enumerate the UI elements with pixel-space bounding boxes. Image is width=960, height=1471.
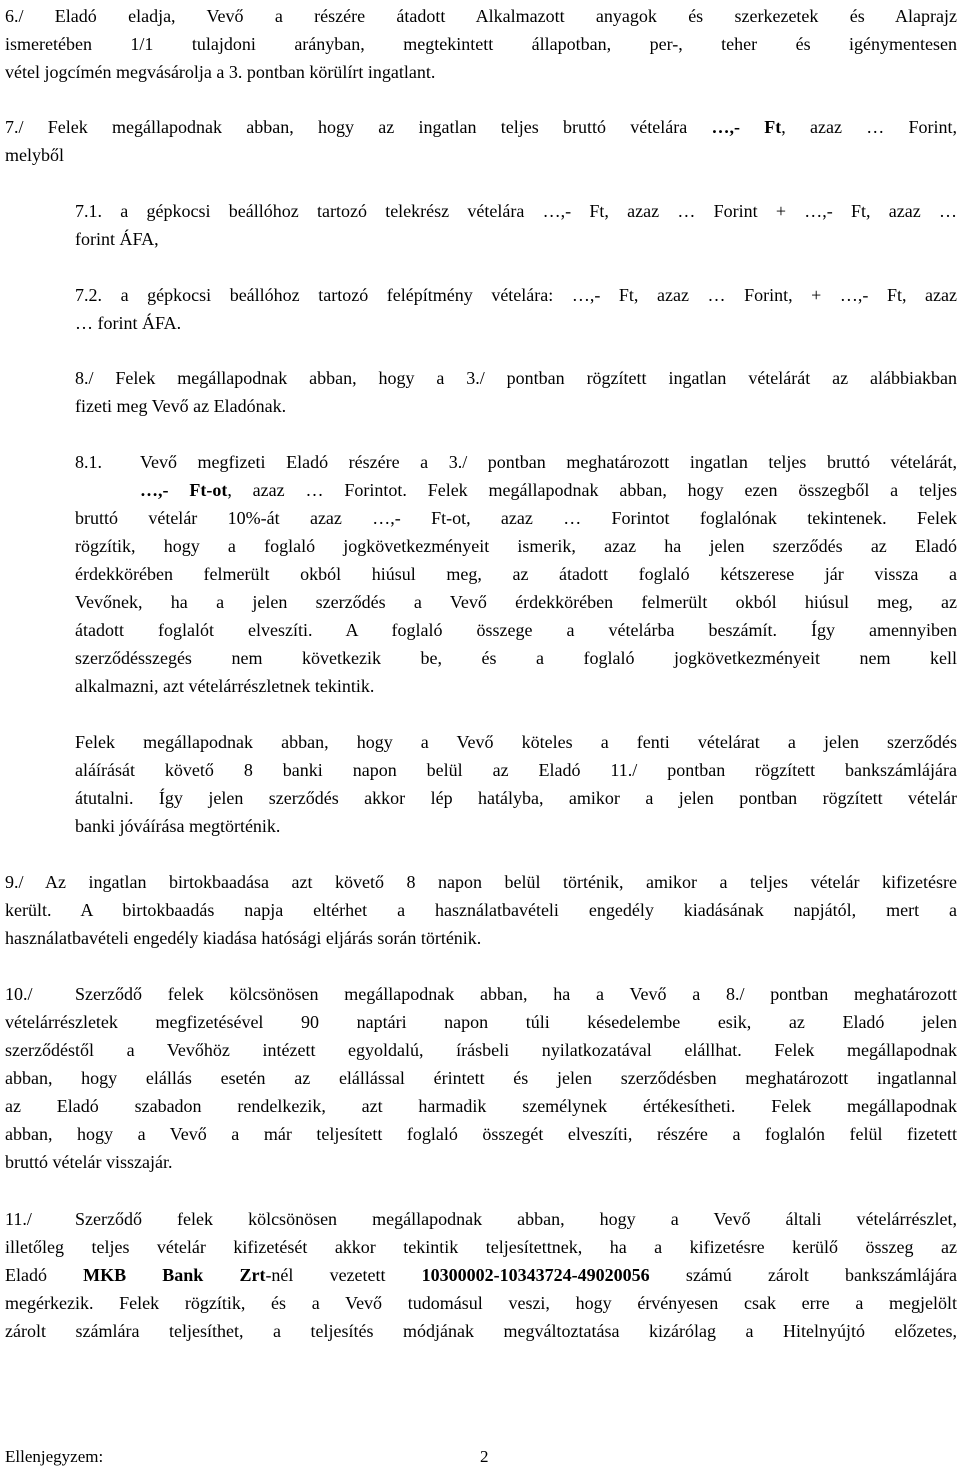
section-8-1-line-7: átadott foglalót elveszíti. A foglaló összege a vételárba beszámít. Így amennyiben bbox=[75, 620, 957, 640]
section-7-1 bbox=[75, 197, 957, 253]
section-9-line-3: használatbavételi engedély kiadása hatósági eljárás során történik. bbox=[5, 928, 482, 948]
section-11-text-b: -nél vezetett bbox=[265, 1265, 422, 1285]
section-11-text-c: számú zárolt bankszámlájára bbox=[649, 1265, 957, 1285]
section-8-2 bbox=[75, 728, 957, 840]
section-7-text-a: 7./ Felek megállapodnak abban, hogy az ingatlan teljes bruttó vételára bbox=[5, 117, 712, 137]
section-7-2-line-1: 7.2. a gépkocsi beállóhoz tartozó felépítmény vételára: …,- Ft, azaz … Forint, + …,- Ft, azaz bbox=[75, 285, 957, 305]
section-8-2-line-3: átutalni. Így jelen szerződés akkor lép hatályba, amikor a jelen pontban rögzített vételár bbox=[75, 788, 957, 808]
section-7-ellipsis: … bbox=[711, 117, 730, 137]
section-8-1 bbox=[140, 448, 957, 504]
section-6-line-3: vétel jogcímén megvásárolja a 3. pontban körülírt ingatlant. bbox=[5, 62, 436, 82]
section-8-1-line-2-text: , azaz … Forintot. Felek megállapodnak abban, hogy ezen összegből a teljes bbox=[227, 480, 957, 500]
section-10-line-2: vételárrészletek megfizetésével 90 naptári napon túli késedelembe esik, az Eladó jelen bbox=[5, 1012, 957, 1032]
section-10-first bbox=[75, 980, 957, 1008]
section-7-1-line-2: forint ÁFA, bbox=[75, 229, 159, 249]
section-8-1-line-5: érdekkörében felmerült okból hiúsul meg, az átadott foglaló kétszerese jár vissza a bbox=[75, 564, 957, 584]
section-7-2-line-2: … forint ÁFA. bbox=[75, 313, 182, 333]
section-11-first bbox=[75, 1205, 957, 1233]
section-10-line-6: abban, hogy a Vevő a már teljesített foglaló összegét elveszíti, részére a foglalón felül fizetett bbox=[5, 1124, 957, 1144]
bank-account-number: 10300002-10343724-49020056 bbox=[421, 1265, 650, 1285]
section-8-line-2: fizeti meg Vevő az Eladónak. bbox=[75, 396, 287, 416]
section-11-line-1: Szerződő felek kölcsönösen megállapodnak abban, hogy a Vevő általi vételárrészlet, bbox=[75, 1209, 957, 1229]
section-8-1-line-2 bbox=[140, 476, 957, 504]
section-6-line-2: ismeretében 1/1 tulajdoni arányban, megtekintett állapotban, per-, teher és igénymentesen bbox=[5, 34, 957, 54]
section-11-line-4: megérkezik. Felek rögzítik, és a Vevő tudomásul veszi, hogy érvényesen csak erre a megjelölt bbox=[5, 1293, 957, 1313]
section-7-text-c: , azaz … Forint, bbox=[781, 117, 957, 137]
section-11-line-2: illetőleg teljes vételár kifizetését akkor tekintik teljesítettnek, ha a kifizetésre kerülő összeg az bbox=[5, 1237, 957, 1257]
section-9-line-1: 9./ Az ingatlan birtokbaadása azt követő 8 napon belül történik, amikor a teljes vételár kifizetésre bbox=[5, 872, 957, 892]
section-11-text-a: Eladó bbox=[5, 1265, 84, 1285]
section-8-1-line-1: Vevő megfizeti Eladó részére a 3./ pontban meghatározott ingatlan teljes bruttó vételárát, bbox=[140, 452, 957, 472]
section-6 bbox=[5, 2, 957, 86]
page-number: 2 bbox=[480, 1447, 489, 1466]
section-8-1-line-6: Vevőnek, ha a jelen szerződés a Vevő érdekkörében felmerült okból hiúsul meg, az bbox=[75, 592, 957, 612]
section-7-line-1 bbox=[5, 113, 957, 141]
section-10-number bbox=[5, 980, 65, 1008]
section-8-1-line-9: alkalmazni, azt vételárrészletnek tekintik. bbox=[75, 676, 375, 696]
section-8 bbox=[75, 364, 957, 420]
section-11-number-text: 11./ bbox=[5, 1209, 32, 1229]
section-8-2-line-4: banki jóváírása megtörténik. bbox=[75, 816, 281, 836]
section-11-number bbox=[5, 1205, 65, 1233]
section-11 bbox=[5, 1233, 957, 1345]
section-9-line-2: került. A birtokbaadás napja eltérhet a használatbavételi engedély kiadásának napjától, mert a bbox=[5, 900, 957, 920]
section-10 bbox=[5, 1008, 957, 1176]
section-10-number-text: 10./ bbox=[5, 984, 33, 1004]
section-7-price: ,- Ft bbox=[729, 117, 782, 137]
section-10-line-7: bruttó vételár visszajár. bbox=[5, 1152, 173, 1172]
section-8-2-line-2: aláírását követő 8 banki napon belül az Eladó 11./ pontban rögzített bankszámlájára bbox=[75, 760, 957, 780]
section-10-line-3: szerződéstől a Vevőhöz intézett egyoldalú, írásbeli nyilatkozatával elállhat. Felek megállapodnak bbox=[5, 1040, 957, 1060]
section-8-1-line-8: szerződésszegés nem következik be, és a foglaló jogkövetkezményeit nem kell bbox=[75, 648, 957, 668]
section-11-line-5: zárolt számlára teljesíthet, a teljesítés módjának megváltoztatása kizárólag a Hitelnyújtó előzetes, bbox=[5, 1321, 957, 1341]
section-10-line-4: abban, hogy elállás esetén az elállással érintett és jelen szerződésben meghatározott ingatlannal bbox=[5, 1068, 957, 1088]
section-10-line-5: az Eladó szabadon rendelkezik, azt harmadik személynek értékesítheti. Felek megállapodnak bbox=[5, 1096, 957, 1116]
section-8-1-cont bbox=[75, 504, 957, 700]
section-7-2 bbox=[75, 281, 957, 337]
bank-name: MKB Bank Zrt bbox=[83, 1265, 266, 1285]
section-8-1-line-3: bruttó vételár 10%-át azaz …,- Ft-ot, azaz … Forintot foglalónak tekintenek. Felek bbox=[75, 508, 957, 528]
section-10-line-1: Szerződő felek kölcsönösen megállapodnak abban, ha a Vevő a 8./ pontban meghatározott bbox=[75, 984, 957, 1004]
section-6-line-1: 6./ Eladó eladja, Vevő a részére átadott Alkalmazott anyagok és szerkezetek és Alaprajz bbox=[5, 6, 957, 26]
section-8-2-line-1: Felek megállapodnak abban, hogy a Vevő köteles a fenti vételárat a jelen szerződés bbox=[75, 732, 957, 752]
section-7 bbox=[5, 113, 957, 169]
countersign-label: Ellenjegyzem: bbox=[5, 1447, 104, 1466]
section-8-line-1: 8./ Felek megállapodnak abban, hogy a 3./ pontban rögzített ingatlan vételárát az alábbiakban bbox=[75, 368, 957, 388]
section-8-1-number bbox=[75, 448, 135, 476]
section-7-1-line-1: 7.1. a gépkocsi beállóhoz tartozó telekrész vételára …,- Ft, azaz … Forint + …,- Ft, azaz … bbox=[75, 201, 957, 221]
section-9 bbox=[5, 868, 957, 952]
section-11-line-3 bbox=[5, 1261, 957, 1289]
section-8-1-number-text: 8.1. bbox=[75, 452, 102, 472]
section-8-1-amount: …,- Ft-ot bbox=[140, 480, 228, 500]
section-8-1-line-4: rögzítik, hogy a foglaló jogkövetkezményeit ismerik, azaz ha jelen szerződés az Eladó bbox=[75, 536, 957, 556]
section-7-line-2: melyből bbox=[5, 145, 64, 165]
